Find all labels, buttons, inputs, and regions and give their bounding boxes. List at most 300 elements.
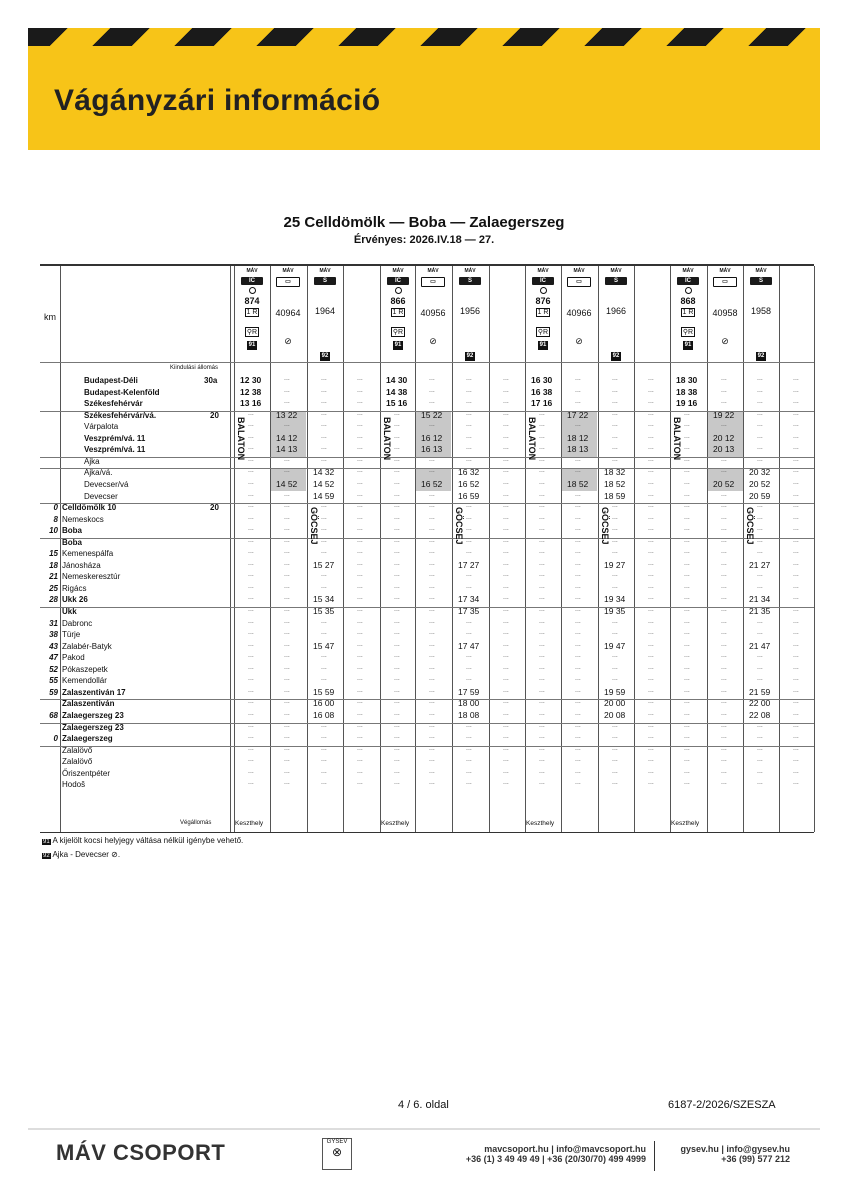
connection-ref: 30a xyxy=(204,376,218,385)
km-value: 0 xyxy=(53,734,58,744)
no-stop-marker: ... xyxy=(284,767,290,775)
no-stop-marker: ... xyxy=(539,444,545,452)
no-stop-marker: ... xyxy=(793,467,799,475)
no-stop-marker: ... xyxy=(575,733,581,741)
passenger-train-icon: S xyxy=(605,277,627,285)
mav-logo-icon: MÁV xyxy=(610,268,622,274)
no-stop-marker: ... xyxy=(648,455,654,463)
no-stop-marker: ... xyxy=(539,455,545,463)
station-name: Hodoš xyxy=(62,780,86,790)
no-stop-marker: ... xyxy=(539,686,545,694)
departure-time: 19 35 xyxy=(604,606,626,616)
no-stop-marker: ... xyxy=(429,652,435,660)
departure-time: 15 35 xyxy=(313,606,335,616)
passenger-train-icon: S xyxy=(459,277,481,285)
no-stop-marker: ... xyxy=(466,779,472,787)
train-header xyxy=(380,266,416,362)
no-stop-marker: ... xyxy=(394,767,400,775)
timetable-validity: Érvényes: 2026.IV.18 — 27. xyxy=(353,234,495,246)
no-stop-marker: ... xyxy=(793,536,799,544)
no-stop-marker: ... xyxy=(684,478,690,486)
no-stop-marker: ... xyxy=(248,675,254,683)
train-number: 1964 xyxy=(314,306,336,316)
no-stop-marker: ... xyxy=(539,409,545,417)
no-stop-marker: ... xyxy=(284,467,290,475)
no-stop-marker: ... xyxy=(503,779,509,787)
gysev-logo: GYSEV ⊗ xyxy=(322,1138,352,1170)
reservation-icon: 1 R xyxy=(246,309,258,316)
intercity-icon: IC xyxy=(677,277,699,285)
no-stop-marker: ... xyxy=(648,606,654,613)
no-stop-marker: ... xyxy=(466,733,472,741)
train-number: 40958 xyxy=(712,308,738,318)
no-stop-marker: ... xyxy=(612,525,618,533)
no-stop-marker: ... xyxy=(684,779,690,787)
station-circle-icon xyxy=(249,287,256,294)
no-stop-marker: ... xyxy=(612,733,618,741)
no-stop-marker: ... xyxy=(721,663,727,671)
no-stop-marker: ... xyxy=(539,513,545,521)
train-end-station: Keszthely xyxy=(526,820,555,827)
no-stop-marker: ... xyxy=(503,652,509,660)
no-stop-marker: ... xyxy=(757,548,763,556)
no-stop-marker: ... xyxy=(357,559,363,567)
no-stop-marker: ... xyxy=(248,536,254,544)
no-stop-marker: ... xyxy=(394,490,400,498)
no-stop-marker: ... xyxy=(721,709,727,717)
no-stop-marker: ... xyxy=(357,652,363,660)
no-stop-marker: ... xyxy=(429,779,435,787)
no-stop-marker: ... xyxy=(612,652,618,660)
no-stop-marker: ... xyxy=(721,502,727,510)
no-stop-marker: ... xyxy=(793,548,799,556)
no-stop-marker: ... xyxy=(648,444,654,452)
no-stop-marker: ... xyxy=(793,478,799,486)
no-stop-marker: ... xyxy=(757,675,763,683)
no-stop-marker: ... xyxy=(466,721,472,729)
grid-column-line xyxy=(60,266,61,832)
no-stop-marker: ... xyxy=(648,733,654,741)
km-value: 8 xyxy=(53,514,58,524)
no-stop-marker: ... xyxy=(248,571,254,579)
no-stop-marker: ... xyxy=(357,513,363,521)
departure-time: 16 12 xyxy=(421,432,443,443)
no-stop-marker: ... xyxy=(357,467,363,475)
no-stop-marker: ... xyxy=(503,663,509,671)
no-stop-marker: ... xyxy=(284,582,290,590)
no-stop-marker: ... xyxy=(284,502,290,510)
train-end-station: Keszthely xyxy=(381,820,410,827)
no-stop-marker: ... xyxy=(321,398,327,406)
no-stop-marker: ... xyxy=(357,444,363,452)
no-stop-marker: ... xyxy=(721,756,727,764)
no-stop-marker: ... xyxy=(394,582,400,590)
departure-time: 14 32 xyxy=(313,467,335,478)
no-stop-marker: ... xyxy=(284,375,290,382)
no-stop-marker: ... xyxy=(793,617,799,625)
no-stop-marker: ... xyxy=(684,525,690,533)
departure-time: 16 59 xyxy=(458,490,480,501)
no-stop-marker: ... xyxy=(539,548,545,556)
departure-time: 13 22 xyxy=(276,409,298,420)
no-stop-marker: ... xyxy=(357,455,363,463)
no-stop-marker: ... xyxy=(394,779,400,787)
intercity-icon: IC xyxy=(387,277,409,285)
no-stop-marker: ... xyxy=(539,709,545,717)
no-stop-marker: ... xyxy=(575,375,581,382)
departure-time: 19 27 xyxy=(604,559,626,570)
row-group-divider xyxy=(40,723,814,724)
no-stop-marker: ... xyxy=(684,582,690,590)
no-stop-marker: ... xyxy=(357,502,363,510)
no-stop-marker: ... xyxy=(721,571,727,579)
no-stop-marker: ... xyxy=(248,409,254,417)
no-stop-marker: ... xyxy=(721,421,727,429)
gysev-contact: gysev.hu | info@gysev.hu +36 (99) 577 212 xyxy=(680,1144,790,1164)
station-name: Dabronc xyxy=(62,618,93,628)
train-header xyxy=(307,266,343,362)
departure-time: 14 12 xyxy=(276,432,298,443)
no-stop-marker: ... xyxy=(684,698,690,706)
no-stop-marker: ... xyxy=(757,444,763,452)
no-stop-marker: ... xyxy=(394,455,400,463)
no-stop-marker: ... xyxy=(648,686,654,694)
no-stop-marker: ... xyxy=(793,398,799,406)
no-stop-marker: ... xyxy=(575,536,581,544)
no-stop-marker: ... xyxy=(648,375,654,382)
no-stop-marker: ... xyxy=(429,398,435,406)
no-stop-marker: ... xyxy=(684,640,690,648)
no-stop-marker: ... xyxy=(248,594,254,602)
no-stop-marker: ... xyxy=(684,629,690,637)
no-stop-marker: ... xyxy=(539,640,545,648)
no-stop-marker: ... xyxy=(321,779,327,787)
no-stop-marker: ... xyxy=(757,617,763,625)
no-stop-marker: ... xyxy=(248,686,254,694)
departure-time: 20 32 xyxy=(749,467,771,478)
no-stop-marker: ... xyxy=(357,571,363,579)
no-stop-marker: ... xyxy=(575,594,581,602)
no-stop-marker: ... xyxy=(684,675,690,683)
departure-time: 16 00 xyxy=(313,698,335,709)
mav-logo-icon: MÁV xyxy=(427,268,439,274)
no-stop-marker: ... xyxy=(466,455,472,463)
no-stop-marker: ... xyxy=(248,663,254,671)
no-stop-marker: ... xyxy=(503,721,509,729)
no-stop-marker: ... xyxy=(429,513,435,521)
no-stop-marker: ... xyxy=(684,502,690,510)
no-stop-marker: ... xyxy=(793,756,799,764)
no-stop-marker: ... xyxy=(793,663,799,671)
no-stop-marker: ... xyxy=(612,721,618,729)
no-stop-marker: ... xyxy=(503,686,509,694)
no-stop-marker: ... xyxy=(357,663,363,671)
no-stop-marker: ... xyxy=(757,744,763,752)
bus-icon: ▭ xyxy=(421,277,445,287)
no-stop-marker: ... xyxy=(394,698,400,706)
departure-time: 14 52 xyxy=(313,478,335,489)
no-stop-marker: ... xyxy=(648,767,654,775)
no-stop-marker: ... xyxy=(394,652,400,660)
no-stop-marker: ... xyxy=(321,582,327,590)
departure-time: 19 47 xyxy=(604,640,626,651)
departure-time: 21 27 xyxy=(749,559,771,570)
no-stop-marker: ... xyxy=(429,721,435,729)
passenger-train-icon: S xyxy=(314,277,336,285)
no-stop-marker: ... xyxy=(721,398,727,406)
timetable-title: 25 Celldömölk — Boba — Zalaegerszeg xyxy=(283,214,565,231)
note-91-icon: 91 xyxy=(248,342,256,348)
no-stop-marker: ... xyxy=(357,767,363,775)
mav-logo-icon: MÁV xyxy=(573,268,585,274)
km-value: 43 xyxy=(49,641,58,651)
no-stop-marker: ... xyxy=(539,594,545,602)
departure-time: 17 34 xyxy=(458,594,480,605)
footer-divider xyxy=(28,1128,820,1130)
no-stop-marker: ... xyxy=(648,559,654,567)
departure-time: 20 59 xyxy=(749,490,771,501)
no-stop-marker: ... xyxy=(612,386,618,394)
no-stop-marker: ... xyxy=(757,756,763,764)
no-stop-marker: ... xyxy=(503,571,509,579)
station-name: Zalaszentiván 17 xyxy=(62,687,126,697)
no-stop-marker: ... xyxy=(575,779,581,787)
no-stop-marker: ... xyxy=(466,409,472,417)
contact-divider xyxy=(654,1141,655,1171)
no-stop-marker: ... xyxy=(284,536,290,544)
no-stop-marker: ... xyxy=(394,559,400,567)
no-stop-marker: ... xyxy=(648,571,654,579)
no-stop-marker: ... xyxy=(684,490,690,498)
no-stop-marker: ... xyxy=(793,582,799,590)
departure-time: 16 38 xyxy=(531,386,553,397)
no-stop-marker: ... xyxy=(284,640,290,648)
km-value: 38 xyxy=(49,630,58,640)
no-stop-marker: ... xyxy=(684,606,690,613)
no-stop-marker: ... xyxy=(429,686,435,694)
no-stop-marker: ... xyxy=(757,432,763,440)
station-name: Boba xyxy=(62,526,82,536)
train-header xyxy=(598,266,634,362)
departure-time: 20 52 xyxy=(713,478,735,489)
station-name: Kemenespálfa xyxy=(62,549,114,559)
no-stop-marker: ... xyxy=(284,548,290,556)
station-name: Veszprém/vá. 11 xyxy=(84,445,146,455)
no-stop-marker: ... xyxy=(321,756,327,764)
no-stop-marker: ... xyxy=(466,421,472,429)
mav-logo-icon: MÁV xyxy=(719,268,731,274)
no-stop-marker: ... xyxy=(648,490,654,498)
no-stop-marker: ... xyxy=(684,733,690,741)
departure-time: 21 47 xyxy=(749,640,771,651)
no-stop-marker: ... xyxy=(429,675,435,683)
no-stop-marker: ... xyxy=(357,582,363,590)
no-stop-marker: ... xyxy=(575,652,581,660)
no-stop-marker: ... xyxy=(612,571,618,579)
no-stop-marker: ... xyxy=(757,386,763,394)
station-name: Zalaegerszeg 23 xyxy=(62,710,124,720)
no-stop-marker: ... xyxy=(466,767,472,775)
no-stop-marker: ... xyxy=(684,513,690,521)
no-stop-marker: ... xyxy=(466,582,472,590)
no-stop-marker: ... xyxy=(539,606,545,613)
no-stop-marker: ... xyxy=(539,467,545,475)
no-stop-marker: ... xyxy=(793,606,799,613)
no-stop-marker: ... xyxy=(575,502,581,510)
departure-time: 17 35 xyxy=(458,606,480,616)
departure-time: 16 13 xyxy=(421,444,443,455)
no-stop-marker: ... xyxy=(503,409,509,417)
station-name: Devecser xyxy=(84,491,118,501)
no-stop-marker: ... xyxy=(321,629,327,637)
no-stop-marker: ... xyxy=(539,698,545,706)
no-stop-marker: ... xyxy=(648,617,654,625)
station-circle-icon xyxy=(540,287,547,294)
no-stop-marker: ... xyxy=(357,617,363,625)
no-stop-marker: ... xyxy=(575,709,581,717)
no-stop-marker: ... xyxy=(793,444,799,452)
connection-ref: 20 xyxy=(210,410,219,420)
no-stop-marker: ... xyxy=(284,594,290,602)
no-stop-marker: ... xyxy=(503,502,509,510)
no-stop-marker: ... xyxy=(284,398,290,406)
no-stop-marker: ... xyxy=(648,502,654,510)
no-stop-marker: ... xyxy=(429,386,435,394)
no-stop-marker: ... xyxy=(721,640,727,648)
no-stop-marker: ... xyxy=(503,756,509,764)
no-stop-marker: ... xyxy=(612,502,618,510)
departure-time: 15 27 xyxy=(313,559,335,570)
no-stop-marker: ... xyxy=(793,779,799,787)
no-stop-marker: ... xyxy=(248,455,254,463)
no-bicycle-icon: ⊘. xyxy=(111,850,121,859)
grid-column-line xyxy=(634,266,635,832)
station-name: Pókaszepetk xyxy=(62,664,108,674)
mav-logo-icon: MÁV xyxy=(682,268,694,274)
train-number: 40966 xyxy=(566,308,592,318)
no-stop-marker: ... xyxy=(284,709,290,717)
train-number: 1958 xyxy=(750,306,772,316)
no-stop-marker: ... xyxy=(503,582,509,590)
no-stop-marker: ... xyxy=(721,721,727,729)
departure-time: 20 12 xyxy=(713,432,735,443)
no-stop-marker: ... xyxy=(503,617,509,625)
no-stop-marker: ... xyxy=(503,698,509,706)
no-stop-marker: ... xyxy=(575,582,581,590)
no-stop-marker: ... xyxy=(321,663,327,671)
no-stop-marker: ... xyxy=(284,571,290,579)
departure-time: 20 08 xyxy=(604,709,626,720)
bicycle-reservation-icon: ⚲R xyxy=(682,329,694,336)
no-stop-marker: ... xyxy=(429,629,435,637)
no-stop-marker: ... xyxy=(503,421,509,429)
no-stop-marker: ... xyxy=(721,606,727,613)
no-stop-marker: ... xyxy=(284,721,290,729)
train-end-station: Keszthely xyxy=(235,820,264,827)
no-stop-marker: ... xyxy=(357,409,363,417)
no-stop-marker: ... xyxy=(429,617,435,625)
no-stop-marker: ... xyxy=(429,490,435,498)
station-name: Veszprém/vá. 11 xyxy=(84,433,146,443)
train-header xyxy=(415,266,451,362)
no-stop-marker: ... xyxy=(429,594,435,602)
no-stop-marker: ... xyxy=(575,559,581,567)
no-stop-marker: ... xyxy=(612,744,618,752)
mav-logo-icon: MÁV xyxy=(392,268,404,274)
no-stop-marker: ... xyxy=(539,478,545,486)
departure-time: 16 30 xyxy=(531,375,553,385)
footnote-92: 92 Ajka - Devecser ⊘. xyxy=(43,850,121,859)
no-stop-marker: ... xyxy=(466,675,472,683)
no-stop-marker: ... xyxy=(503,640,509,648)
no-stop-marker: ... xyxy=(503,525,509,533)
no-stop-marker: ... xyxy=(648,756,654,764)
departure-time: 18 59 xyxy=(604,490,626,501)
no-stop-marker: ... xyxy=(612,756,618,764)
no-stop-marker: ... xyxy=(248,709,254,717)
station-name: Zalabér-Batyk xyxy=(62,641,112,651)
no-stop-marker: ... xyxy=(394,525,400,533)
no-stop-marker: ... xyxy=(394,594,400,602)
gocsej-train-name: GÖCSEJ xyxy=(454,507,464,545)
row-group-divider xyxy=(40,468,814,469)
bicycle-reservation-icon: ⚲R xyxy=(392,329,404,336)
no-stop-marker: ... xyxy=(357,536,363,544)
no-stop-marker: ... xyxy=(321,767,327,775)
station-name: Celldömölk 10 xyxy=(62,503,117,513)
no-stop-marker: ... xyxy=(648,663,654,671)
no-stop-marker: ... xyxy=(429,502,435,510)
station-circle-icon xyxy=(685,287,692,294)
departure-time: 21 59 xyxy=(749,686,771,697)
no-stop-marker: ... xyxy=(357,756,363,764)
no-stop-marker: ... xyxy=(503,594,509,602)
no-stop-marker: ... xyxy=(793,733,799,741)
no-stop-marker: ... xyxy=(648,709,654,717)
no-stop-marker: ... xyxy=(648,594,654,602)
no-stop-marker: ... xyxy=(466,444,472,452)
no-stop-marker: ... xyxy=(721,744,727,752)
note-92-icon: 92 xyxy=(466,353,474,359)
no-stop-marker: ... xyxy=(575,629,581,637)
no-stop-marker: ... xyxy=(321,617,327,625)
no-stop-marker: ... xyxy=(429,606,435,613)
no-stop-marker: ... xyxy=(394,663,400,671)
no-stop-marker: ... xyxy=(357,386,363,394)
no-stop-marker: ... xyxy=(575,606,581,613)
departure-time: 19 59 xyxy=(604,686,626,697)
no-stop-marker: ... xyxy=(321,652,327,660)
no-stop-marker: ... xyxy=(466,548,472,556)
no-stop-marker: ... xyxy=(757,536,763,544)
no-stop-marker: ... xyxy=(248,467,254,475)
no-stop-marker: ... xyxy=(721,779,727,787)
no-stop-marker: ... xyxy=(612,536,618,544)
no-stop-marker: ... xyxy=(684,663,690,671)
departure-time: 19 16 xyxy=(676,398,698,409)
no-stop-marker: ... xyxy=(575,548,581,556)
header-divider xyxy=(40,362,814,363)
gocsej-train-name: GÖCSEJ xyxy=(745,507,755,545)
no-stop-marker: ... xyxy=(394,421,400,429)
no-stop-marker: ... xyxy=(684,756,690,764)
no-stop-marker: ... xyxy=(575,744,581,752)
no-stop-marker: ... xyxy=(539,582,545,590)
station-name: Nemeskeresztúr xyxy=(62,572,121,582)
train-header xyxy=(452,266,488,362)
departure-time: 18 30 xyxy=(676,375,698,385)
balaton-train-name: BALATON xyxy=(382,416,392,460)
